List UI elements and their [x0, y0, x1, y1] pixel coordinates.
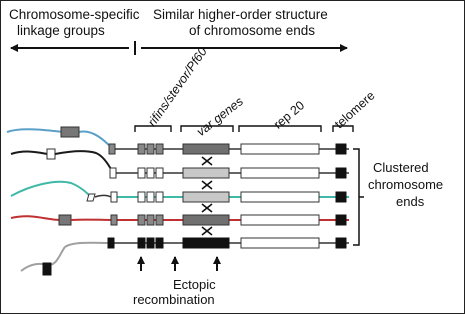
up-arrow-icon [141, 257, 217, 271]
left-arrow-icon [11, 41, 135, 55]
header-right-line1: Similar higher-order structure [153, 7, 328, 22]
bottom-label-line1: Ectopic [173, 277, 216, 292]
column-label-rifins: rifins/stevor/Pf60 [145, 44, 210, 130]
column-label-rep20: rep 20 [271, 98, 308, 132]
side-label-line2: chromosome [368, 177, 444, 192]
chromosome-row-1 [7, 127, 349, 154]
column-label-telomere: telomere [332, 88, 378, 132]
chromosome-row-5 [21, 238, 349, 275]
column-label-var: var genes [194, 94, 246, 140]
cluster-bracket [353, 149, 364, 245]
header-left-line1: Chromosome-specific [9, 7, 140, 22]
bracket-icon [135, 126, 353, 132]
side-label-line1: Clustered [373, 160, 429, 175]
bottom-label-line2: recombination [133, 292, 215, 307]
chromosome-row-4 [11, 215, 349, 225]
chromosome-diagram [1, 1, 465, 314]
header-right-line2: of chromosome ends [189, 23, 316, 38]
side-label-line3: ends [396, 194, 425, 209]
chromosome-row-3 [11, 182, 349, 202]
header-left-line2: linkage groups [17, 23, 105, 38]
